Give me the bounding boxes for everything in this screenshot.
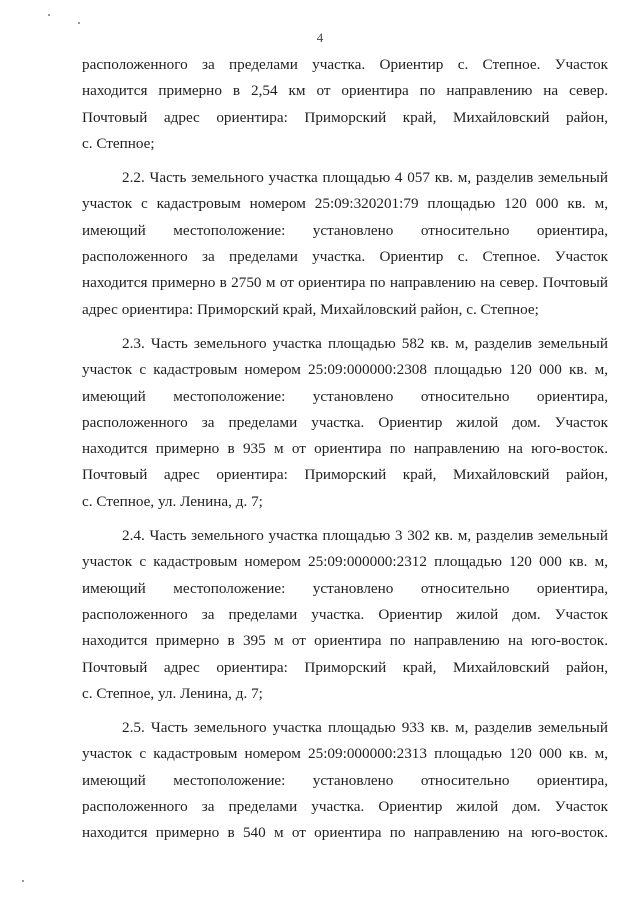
text-line: с. Степное; bbox=[82, 134, 155, 152]
text-line: участок с кадастровым номером 25:09:320201:79 площадью 120 000 кв. м, bbox=[82, 195, 608, 213]
text-line: находится примерно в 540 м от ориентира по направлению на юго-восток. bbox=[82, 824, 608, 842]
scan-speck bbox=[78, 22, 80, 24]
text-line: находится примерно в 935 м от ориентира по направлению на юго-восток. bbox=[82, 440, 608, 458]
text-line: участок с кадастровым номером 25:09:000000:2313 площадью 120 000 кв. м, bbox=[82, 745, 608, 763]
text-line: 2.5. Часть земельного участка площадью 933 кв. м, разделив земельный bbox=[122, 719, 608, 737]
paragraph-gap bbox=[82, 323, 608, 331]
text-line: имеющий местоположение: установлено относительно ориентира, bbox=[82, 221, 608, 239]
text-line: участок с кадастровым номером 25:09:000000:2312 площадью 120 000 кв. м, bbox=[82, 553, 608, 571]
text-line: находится примерно в 395 м от ориентира по направлению на юго-восток. bbox=[82, 632, 608, 650]
text-line: Почтовый адрес ориентира: Приморский край, Михайловский район, bbox=[82, 658, 608, 676]
paragraph-2-2 bbox=[82, 165, 608, 323]
scan-speck bbox=[48, 14, 50, 16]
page-number: 4 bbox=[316, 30, 324, 45]
text-line: адрес ориентира: Приморский край, Михайловский район, с. Степное; bbox=[82, 300, 539, 318]
text-line: находится примерно в 2,54 км от ориентира по направлению на север. bbox=[82, 82, 608, 100]
text-line: находится примерно в 2750 м от ориентира по направлению на север. Почтовый bbox=[82, 274, 608, 292]
paragraph-gap bbox=[82, 707, 608, 715]
document-body bbox=[82, 52, 608, 847]
paragraph-2-5 bbox=[82, 715, 608, 846]
text-line: 2.4. Часть земельного участка площадью 3 302 кв. м, разделив земельный bbox=[122, 527, 608, 545]
paragraph-intro bbox=[82, 52, 608, 157]
paragraph-2-4 bbox=[82, 523, 608, 707]
text-line: с. Степное, ул. Ленина, д. 7; bbox=[82, 684, 263, 702]
text-line: Почтовый адрес ориентира: Приморский край, Михайловский район, bbox=[82, 108, 608, 126]
text-line: с. Степное, ул. Ленина, д. 7; bbox=[82, 492, 263, 510]
text-line: 2.3. Часть земельного участка площадью 582 кв. м, разделив земельный bbox=[122, 334, 608, 352]
text-line: Почтовый адрес ориентира: Приморский край, Михайловский район, bbox=[82, 466, 608, 484]
text-line: расположенного за пределами участка. Ориентир жилой дом. Участок bbox=[82, 605, 608, 623]
text-line: имеющий местоположение: установлено относительно ориентира, bbox=[82, 387, 608, 405]
text-line: имеющий местоположение: установлено относительно ориентира, bbox=[82, 579, 608, 597]
text-line: расположенного за пределами участка. Ориентир жилой дом. Участок bbox=[82, 798, 608, 816]
text-line: участок с кадастровым номером 25:09:000000:2308 площадью 120 000 кв. м, bbox=[82, 361, 608, 379]
paragraph-2-3 bbox=[82, 331, 608, 515]
text-line: 2.2. Часть земельного участка площадью 4 057 кв. м, разделив земельный bbox=[122, 169, 608, 187]
paragraph-gap bbox=[82, 157, 608, 165]
text-line: имеющий местоположение: установлено относительно ориентира, bbox=[82, 771, 608, 789]
text-line: расположенного за пределами участка. Ориентир с. Степное. Участок bbox=[82, 56, 608, 73]
text-line: расположенного за пределами участка. Ориентир с. Степное. Участок bbox=[82, 248, 608, 266]
paragraph-gap bbox=[82, 515, 608, 523]
scan-speck bbox=[22, 880, 24, 882]
text-line: расположенного за пределами участка. Ориентир жилой дом. Участок bbox=[82, 413, 608, 431]
